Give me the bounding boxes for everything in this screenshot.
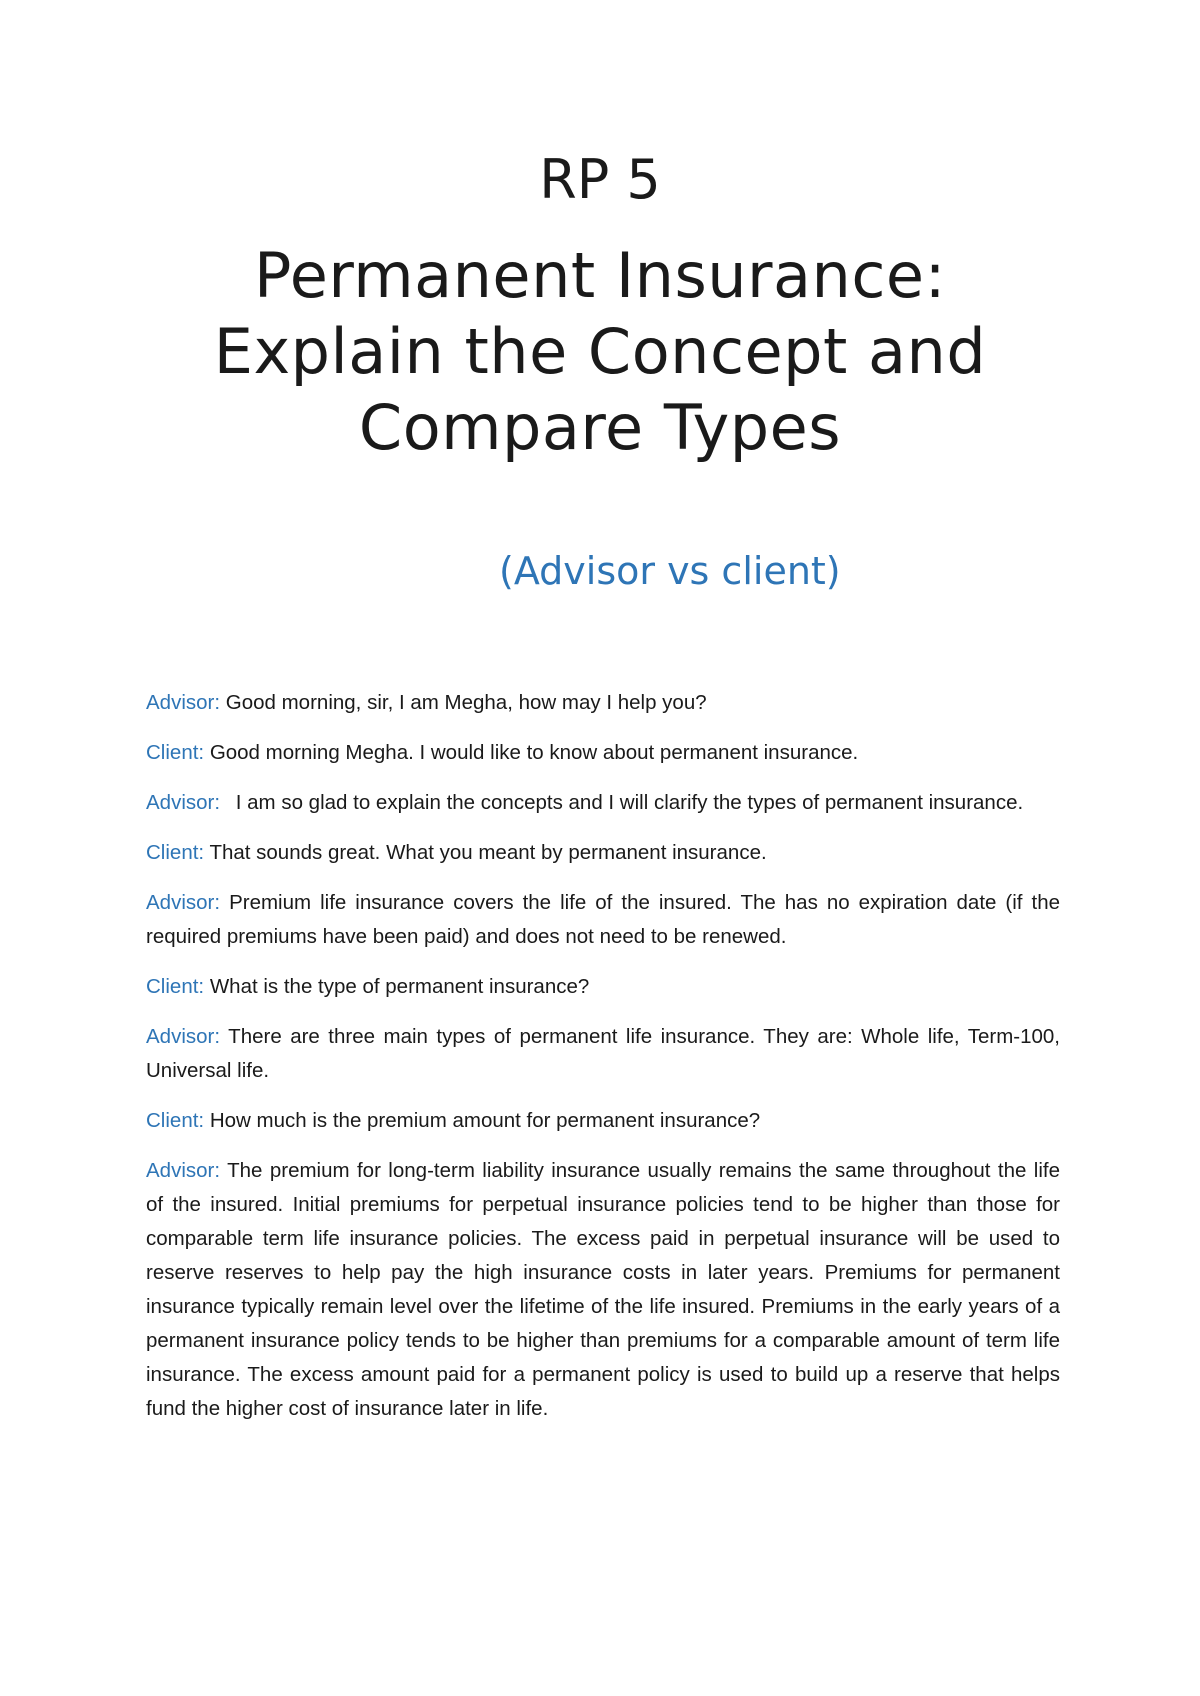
speaker-label: Client: xyxy=(146,1109,205,1132)
speaker-label: Client: xyxy=(146,975,205,998)
dialogue-turn xyxy=(146,1020,1060,1088)
speaker-label: Advisor: xyxy=(146,791,221,814)
turn-text: I am so glad to explain the concepts and I will clarify the types of permanent insurance. xyxy=(235,791,1024,814)
speaker-label: Advisor: xyxy=(146,1159,221,1182)
title-line-3: Compare Types xyxy=(358,391,842,464)
title-line-1: Permanent Insurance: xyxy=(254,239,946,312)
turn-text: That sounds great. What you meant by permanent insurance. xyxy=(209,841,767,864)
turn-text: Premium life insurance covers the life of the insured. The has no expiration date (if the required premiums have been paid) and does not need to be renewed. xyxy=(146,891,1061,948)
dialogue-turn xyxy=(146,1154,1060,1426)
document-subtitle: (Advisor vs client) xyxy=(499,549,841,593)
turn-text: How much is the premium amount for permanent insurance? xyxy=(209,1109,761,1132)
dialogue-turn xyxy=(146,1104,1060,1138)
turn-text: What is the type of permanent insurance? xyxy=(209,975,590,998)
turn-text: There are three main types of permanent life insurance. They are: Whole life, Term-100, Universal life. xyxy=(146,1025,1061,1082)
dialogue-turn xyxy=(146,786,1060,820)
dialogue-turn xyxy=(146,886,1060,954)
turn-text: The premium for long-term liability insurance usually remains the same throughout the life of the insured. Initial premiums for perpetual insurance policies tend to be higher than those for comparable term life insurance policies. The excess paid in perpetual insurance will be used to reserve reserves to help pay the high insurance costs in later years. Premiums for permanent insurance typically remain level over the lifetime of the life insured. Premiums in the early years of a permanent insurance policy tends to be higher than premiums for a comparable amount of term life insurance. The excess amount paid for a permanent policy is used to build up a reserve that helps fund the higher cost of insurance later in life. xyxy=(146,1159,1061,1420)
turn-text: Good morning, sir, I am Megha, how may I help you? xyxy=(225,691,707,714)
dialogue-turn xyxy=(146,736,1060,770)
speaker-label: Client: xyxy=(146,741,205,764)
dialogue-transcript xyxy=(146,686,1060,1442)
dialogue-turn xyxy=(146,970,1060,1004)
speaker-label: Client: xyxy=(146,841,205,864)
turn-text: Good morning Megha. I would like to know about permanent insurance. xyxy=(209,741,859,764)
document-title xyxy=(0,238,1200,466)
speaker-label: Advisor: xyxy=(146,1025,221,1048)
speaker-label: Advisor: xyxy=(146,891,221,914)
speaker-label: Advisor: xyxy=(146,691,221,714)
document-id: RP 5 xyxy=(539,148,661,211)
title-line-2: Explain the Concept and xyxy=(213,315,987,388)
dialogue-turn xyxy=(146,836,1060,870)
dialogue-turn xyxy=(146,686,1060,720)
